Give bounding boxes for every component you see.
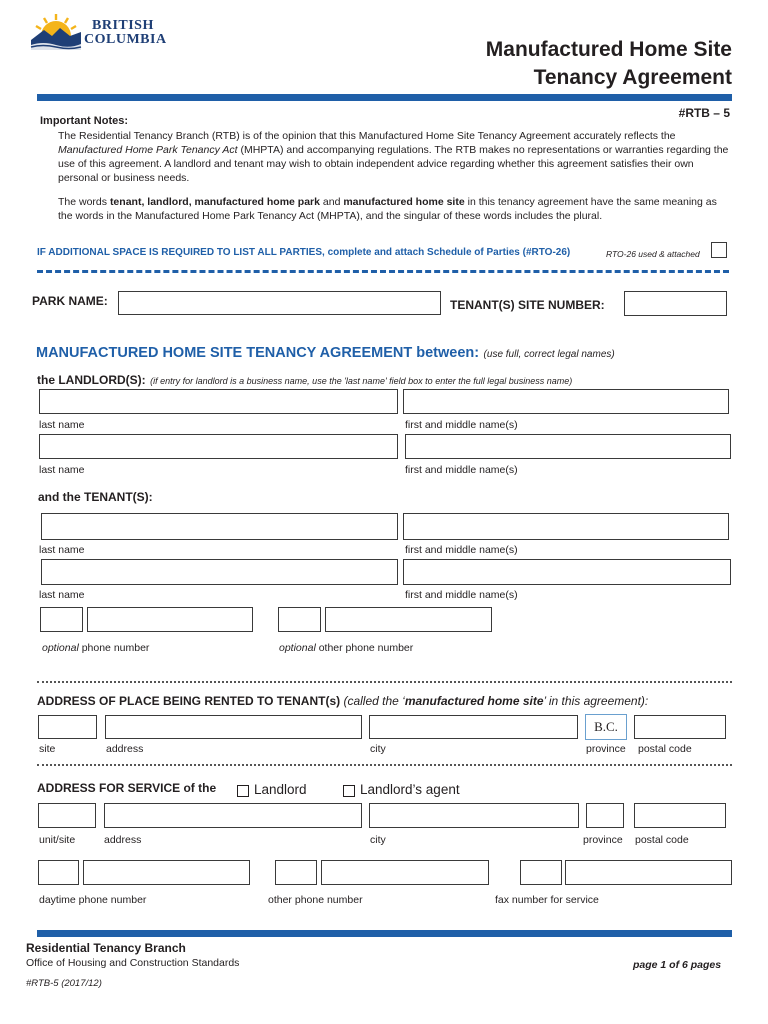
other-phone-service-label: other phone number bbox=[268, 894, 363, 906]
phone-label bbox=[42, 642, 149, 654]
rented-address-label: address bbox=[106, 743, 144, 755]
notes-heading: Important Notes: bbox=[40, 115, 128, 127]
rented-postal-code-label: postal code bbox=[638, 743, 692, 755]
service-province-input[interactable] bbox=[586, 803, 624, 828]
notes-p1-act: Manufactured Home Park Tenancy Act bbox=[58, 144, 238, 156]
landlord-agent-checkbox[interactable] bbox=[343, 785, 355, 797]
notes-p2-bold1: tenant, landlord, manufactured home park bbox=[109, 196, 320, 208]
footer-rule bbox=[37, 930, 732, 937]
service-city-label: city bbox=[370, 834, 386, 846]
address-rented-heading-bold: ADDRESS OF PLACE BEING RENTED TO TENANT(s) bbox=[37, 694, 341, 708]
rto-label: RTO-26 used & attached bbox=[606, 249, 700, 259]
footer-page-number: page 1 of 6 pages bbox=[633, 959, 722, 971]
phone-optional: optional bbox=[42, 642, 79, 654]
service-postal-code-label: postal code bbox=[635, 834, 689, 846]
rented-province-label: province bbox=[586, 743, 626, 755]
rented-address-input[interactable] bbox=[105, 715, 362, 739]
rented-city-label: city bbox=[370, 743, 386, 755]
other-phone-label-text: other phone number bbox=[315, 642, 414, 654]
tenant2-last-name-input[interactable] bbox=[41, 559, 398, 585]
daytime-phone-label: daytime phone number bbox=[39, 894, 147, 906]
address-rented-heading-italic-a: (called the ‘ bbox=[340, 694, 405, 708]
tenant1-first-name-input[interactable] bbox=[403, 513, 729, 540]
service-province-label: province bbox=[583, 834, 623, 846]
rented-postal-code-input[interactable] bbox=[634, 715, 726, 739]
landlord1-first-name-input[interactable] bbox=[403, 389, 729, 414]
landlord2-last-name-input[interactable] bbox=[39, 434, 398, 459]
daytime-phone-area-input[interactable] bbox=[38, 860, 79, 885]
other-phone-input[interactable] bbox=[321, 860, 489, 885]
bc-logo-sun-icon bbox=[30, 12, 82, 50]
site-number-input[interactable] bbox=[624, 291, 727, 316]
service-address-label: address bbox=[104, 834, 142, 846]
phone-label-text: phone number bbox=[78, 642, 150, 654]
bc-logo bbox=[30, 12, 165, 52]
landlord-note: (if entry for landlord is a business name, use the 'last name' field box to enter the full legal business name) bbox=[150, 376, 573, 386]
notes-p1-a: The Residential Tenancy Branch (RTB) is of the opinion that this Manufactured Home Site Tenancy Agreement accurately reflects the bbox=[58, 130, 676, 142]
notes-p1-b: (MHPTA) and accompanying regulations. The RTB makes no representations or warranties regarding the use of this agreement. A landlord and tenant may wish to obtain independent advice regarding whether this agreement satisfies their own personal or business needs. bbox=[58, 144, 729, 184]
address-rented-heading-italic-bold: manufactured home site bbox=[404, 694, 544, 708]
dotted-divider-2 bbox=[37, 764, 732, 766]
service-unit-label: unit/site bbox=[39, 834, 76, 846]
rto-checkbox[interactable] bbox=[711, 242, 727, 258]
fax-input[interactable] bbox=[565, 860, 732, 885]
landlord1-last-name-input[interactable] bbox=[39, 389, 398, 414]
landlord-label: the LANDLORD(S): bbox=[37, 373, 146, 387]
service-city-input[interactable] bbox=[369, 803, 579, 828]
rented-site-input[interactable] bbox=[38, 715, 97, 739]
address-service-heading: ADDRESS FOR SERVICE of the bbox=[37, 781, 217, 795]
other-phone-optional: optional bbox=[279, 642, 316, 654]
tenant1-last-name-label: last name bbox=[39, 544, 85, 556]
tenant1-first-name-label: first and middle name(s) bbox=[405, 544, 518, 556]
address-rented-heading bbox=[37, 694, 648, 708]
other-phone-label bbox=[279, 642, 413, 654]
footer-branch: Residential Tenancy Branch bbox=[26, 941, 186, 955]
tenant2-first-name-input[interactable] bbox=[403, 559, 731, 585]
landlord-agent-option-label: Landlord’s agent bbox=[360, 782, 460, 797]
notes-p2-and: and bbox=[319, 196, 344, 208]
notes-paragraph-1 bbox=[58, 129, 732, 185]
logo-text-columbia: COLUMBIA bbox=[84, 32, 167, 47]
tenant2-first-name-label: first and middle name(s) bbox=[405, 589, 518, 601]
fax-area-input[interactable] bbox=[520, 860, 562, 885]
other-phone-area-input[interactable] bbox=[275, 860, 317, 885]
tenant2-last-name-label: last name bbox=[39, 589, 85, 601]
tenant-phone-input[interactable] bbox=[87, 607, 253, 632]
landlord1-first-name-label: first and middle name(s) bbox=[405, 419, 518, 431]
landlord-heading bbox=[37, 371, 572, 389]
landlord-checkbox[interactable] bbox=[237, 785, 249, 797]
park-name-input[interactable] bbox=[118, 291, 441, 315]
footer-office: Office of Housing and Construction Standards bbox=[26, 957, 240, 969]
title-line-2: Tenancy Agreement bbox=[533, 66, 732, 89]
rented-province-value: B.C. bbox=[594, 719, 618, 734]
page-title bbox=[486, 36, 732, 92]
tenant-label: and the TENANT(S): bbox=[38, 490, 153, 504]
notes-p2-bold2: manufactured home site bbox=[343, 196, 465, 208]
footer-form-version: #RTB-5 (2017/12) bbox=[26, 978, 102, 989]
daytime-phone-input[interactable] bbox=[83, 860, 250, 885]
schedule-instruction: IF ADDITIONAL SPACE IS REQUIRED TO LIST ALL PARTIES, complete and attach Schedule of Parties (#RTO-26) bbox=[37, 247, 571, 258]
header-rule bbox=[37, 94, 732, 101]
agreement-heading-note: (use full, correct legal names) bbox=[483, 349, 615, 360]
tenant-phone-area-input[interactable] bbox=[40, 607, 83, 632]
notes-p2-b: in this tenancy agreement have the same meaning as the words in the Manufactured Home Park Tenancy Act (MHPTA), and the singular of these words includes the plural. bbox=[58, 196, 717, 222]
agreement-heading bbox=[36, 344, 615, 362]
agreement-heading-text: MANUFACTURED HOME SITE TENANCY AGREEMENT between: bbox=[36, 345, 480, 361]
park-name-label: PARK NAME: bbox=[32, 294, 108, 308]
tenant-other-phone-area-input[interactable] bbox=[278, 607, 321, 632]
dashed-divider bbox=[37, 270, 729, 273]
landlord2-first-name-input[interactable] bbox=[405, 434, 731, 459]
fax-label: fax number for service bbox=[495, 894, 599, 906]
landlord1-last-name-label: last name bbox=[39, 419, 85, 431]
landlord2-first-name-label: first and middle name(s) bbox=[405, 464, 518, 476]
tenant-other-phone-input[interactable] bbox=[325, 607, 492, 632]
logo-text-british: BRITISH bbox=[92, 18, 154, 33]
title-line-1: Manufactured Home Site bbox=[485, 38, 732, 61]
site-number-label: TENANT(S) SITE NUMBER: bbox=[450, 298, 605, 312]
tenant1-last-name-input[interactable] bbox=[41, 513, 398, 540]
landlord-option-label: Landlord bbox=[254, 782, 307, 797]
address-rented-heading-italic-b: ’ in this agreement): bbox=[543, 694, 649, 708]
rented-city-input[interactable] bbox=[369, 715, 578, 739]
service-unit-input[interactable] bbox=[38, 803, 96, 828]
service-address-input[interactable] bbox=[104, 803, 362, 828]
rented-province-input[interactable] bbox=[585, 714, 627, 740]
landlord2-last-name-label: last name bbox=[39, 464, 85, 476]
service-postal-code-input[interactable] bbox=[634, 803, 726, 828]
dotted-divider-1 bbox=[37, 681, 732, 683]
notes-paragraph-2 bbox=[58, 195, 732, 223]
rented-site-label: site bbox=[39, 743, 56, 755]
form-code: #RTB – 5 bbox=[678, 106, 730, 120]
notes-p2-a: The words bbox=[58, 196, 110, 208]
